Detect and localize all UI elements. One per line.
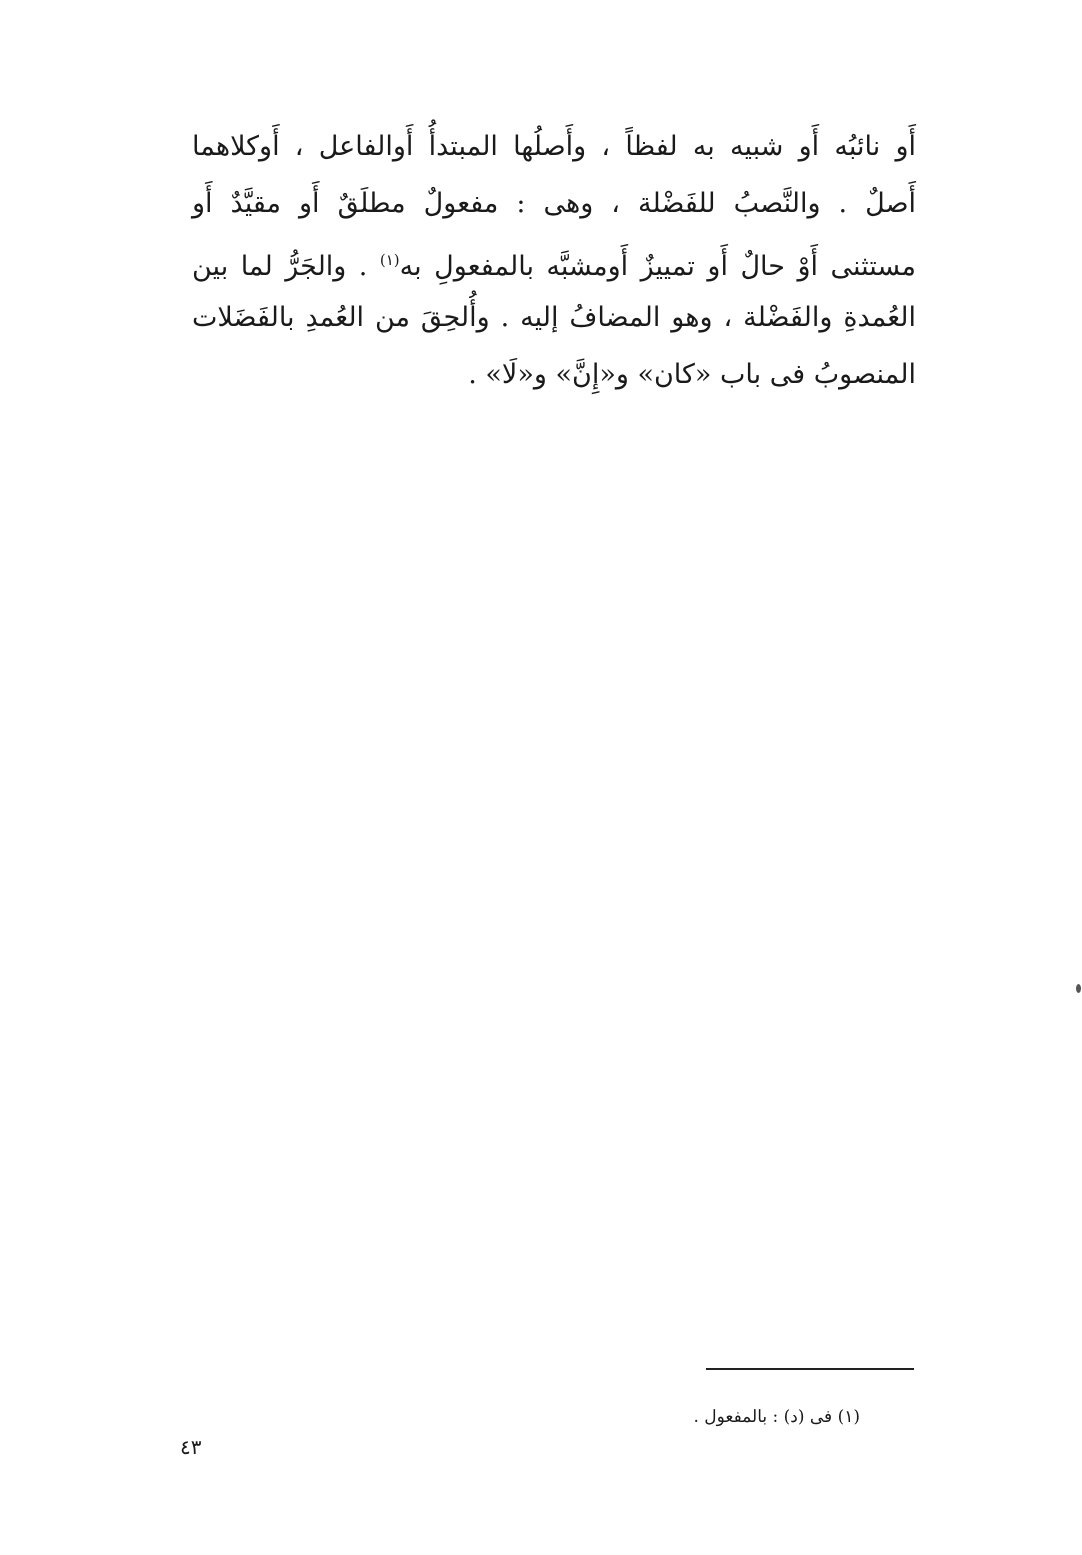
text-line-3: [192, 232, 916, 289]
text-line-5: المنصوبُ فى باب «كان» و«إِنَّ» و«لَا» .: [468, 359, 916, 390]
page-number: ٤٣: [180, 1435, 202, 1459]
footnote-separator: [706, 1368, 914, 1370]
text-line-2: أَصلٌ . والنَّصبُ للفَضْلة ، وهى : مفعولٌ مطلَقٌ أَو مقيَّدٌ أَو: [192, 188, 916, 219]
footnote: (١) فى (د) : بالمفعول .: [693, 1407, 860, 1427]
footnote-marker[interactable]: (١): [379, 251, 400, 269]
main-text: [192, 118, 916, 403]
text-line-3-end: . والجَرُّ لما بين: [192, 251, 380, 282]
text-line-1: أَو نائبُه أَو شبيه به لفظاً ، وأَصلُها المبتدأُ أَوالفاعل ، أَوكلاهما: [192, 131, 916, 162]
text-line-4: العُمدةِ والفَضْلة ، وهو المضافُ إليه . وأُلحِقَ من العُمدِ بالفَضَلات: [192, 302, 916, 333]
text-line-3-start: مستثنى أَوْ حالٌ أَو تمييزٌ أَومشبَّه بالمفعولِ به: [399, 251, 916, 282]
scan-speck: [1076, 984, 1081, 993]
